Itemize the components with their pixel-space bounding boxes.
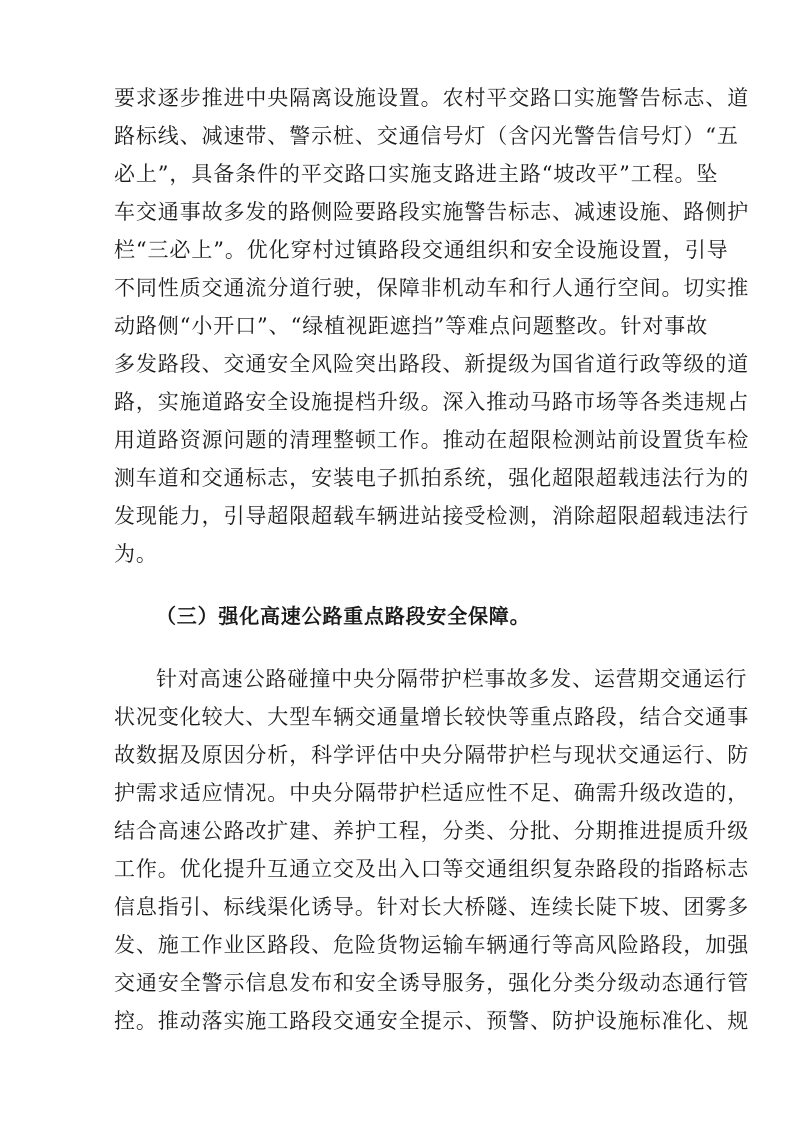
paragraph-1-line-6: 不同性质交通流分道行驶，保障非机动车和行人通行空间。切实推 [114,276,750,300]
paragraph-1-line-13: 为。 [114,542,158,566]
paragraph-2-line-6: 工作。优化提升互通立交及出入口等交通组织复杂路段的指路标志 [114,857,750,881]
paragraph-1-line-5: 栏“三必上”。优化穿村过镇路段交通组织和安全设施设置，引导 [114,238,729,262]
paragraph-2-line-4: 护需求适应情况。中央分隔带护栏适应性不足、确需升级改造的， [114,781,750,805]
paragraph-2-line-1: 针对高速公路碰撞中央分隔带护栏事故多发、运营期交通运行 [156,667,748,691]
paragraph-1-line-11: 测车道和交通标志，安装电子抓拍系统，强化超限超载违法行为的 [114,466,750,490]
paragraph-1-line-3: 必上”，具备条件的平交路口实施支路进主路“坡改平”工程。坠 [114,162,719,186]
paragraph-1-line-1: 要求逐步推进中央隔离设施设置。农村平交路口实施警告标志、道 [114,86,750,110]
paragraph-2-line-2: 状况变化较大、大型车辆交通量增长较快等重点路段，结合交通事 [114,705,750,729]
paragraph-1-line-8: 多发路段、交通安全风险突出路段、新提级为国省道行政等级的道 [114,352,750,376]
paragraph-2-line-8: 发、施工作业区路段、危险货物运输车辆通行等高风险路段，加强 [114,933,750,957]
paragraph-2-line-7: 信息指引、标线渠化诱导。针对长大桥隧、连续长陡下坡、团雾多 [114,895,750,919]
paragraph-2-line-10: 控。推动落实施工路段交通安全提示、预警、防护设施标准化、规 [114,1009,750,1033]
section-heading: （三）强化高速公路重点路段安全保障。 [156,604,531,628]
paragraph-1-line-7: 动路侧“小开口”、“绿植视距遮挡”等难点问题整改。针对事故 [114,314,709,338]
paragraph-2-line-3: 故数据及原因分析，科学评估中央分隔带护栏与现状交通运行、防 [114,743,750,767]
paragraph-2-line-5: 结合高速公路改扩建、养护工程，分类、分批、分期推进提质升级 [114,819,750,843]
paragraph-1-line-2: 路标线、减速带、警示桩、交通信号灯（含闪光警告信号灯）“五 [114,124,739,148]
paragraph-2-line-9: 交通安全警示信息发布和安全诱导服务，强化分类分级动态通行管 [114,971,750,995]
paragraph-1-line-12: 发现能力，引导超限超载车辆进站接受检测，消除超限超载违法行 [114,504,750,528]
paragraph-1-line-10: 用道路资源问题的清理整顿工作。推动在超限检测站前设置货车检 [114,428,750,452]
paragraph-1-line-4: 车交通事故多发的路侧险要路段实施警告标志、减速设施、路侧护 [114,200,750,224]
paragraph-1-line-9: 路，实施道路安全设施提档升级。深入推动马路市场等各类违规占 [114,390,750,414]
